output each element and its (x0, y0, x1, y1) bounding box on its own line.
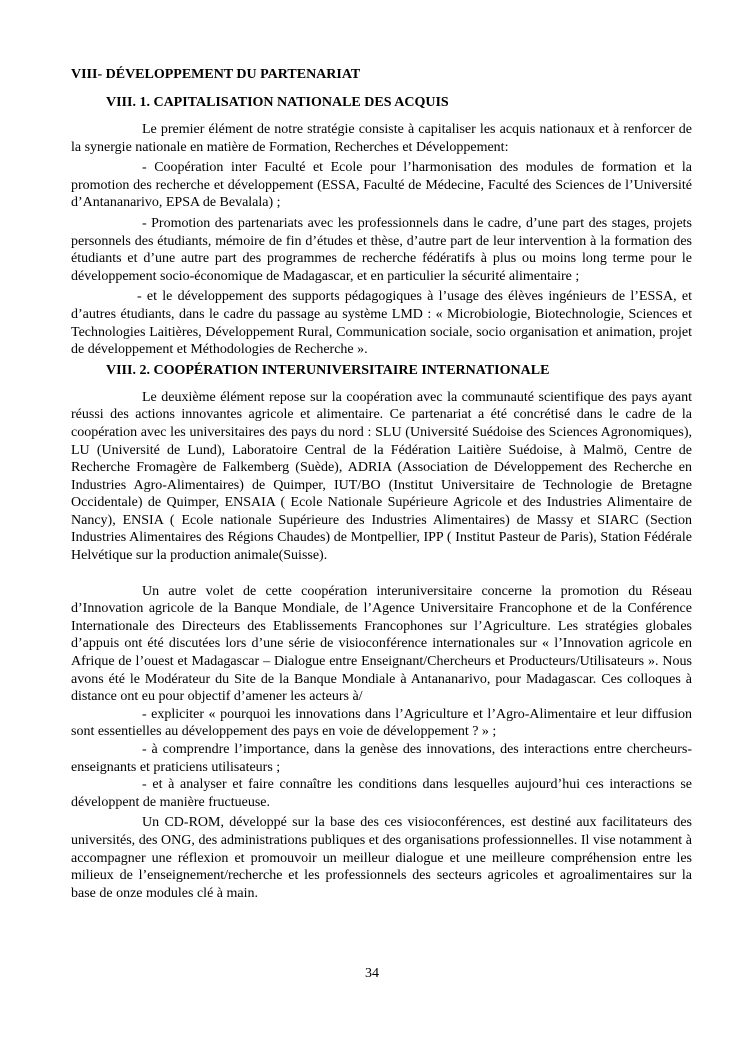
list-item: - expliciter « pourquoi les innovations dans l’Agriculture et l’Agro-Alimentaire et leur diffusion sont essentielles au développement des pays en voie de développement ? » ; (71, 706, 692, 740)
list-item: - Promotion des partenariats avec les professionnels dans le cadre, d’une part des stages, projets personnels des étudiants, mémoire de fin d’études et thèse, d’autre part de leur intervention à la formation des étudiants et d’une autre part des programmes de recherche fédératifs à plus ou moins long terme pour le développement socio-économique de Madagascar, et en particulier la sécurité alimentaire ; (71, 215, 692, 284)
section-heading: VIII- DÉVELOPPEMENT DU PARTENARIAT (71, 67, 361, 82)
list-item: - et le développement des supports pédagogiques à l’usage des élèves ingénieurs de l’ESSA, et d’autres étudiants, dans le cadre du passage au système LMD : « Microbiologie, Biotechnologie, Sciences et Technologies Laitières, Développement Rural, Communication sociale, socio organisation et animation, projet de développement et Méthodologies de Recherche ». (71, 289, 692, 358)
list-item: - Coopération inter Faculté et Ecole pour l’harmonisation des modules de formation et la promotion des recherche et développement (ESSA, Faculté de Médecine, Faculté des Sciences de l’Université d’Antananarivo, EPSA de Bevalala) ; (71, 160, 692, 211)
paragraph: Un autre volet de cette coopération interuniversitaire concerne la promotion du Réseau d’Innovation agricole de la Banque Mondiale, de l’Agence Universitaire Francophone et de la Conférence Internationale des Directeurs des Etablissements Francophones sur l’Agriculture. Les stratégies globales d’appuis ont été discutées lors d’une série de visioconférence internationales sur « l’Innovation agricole en Afrique de l’ouest et Madagascar – Dialogue entre Enseignant/Chercheurs et Producteurs/Utilisateurs ». Nous avons été le Modérateur du Site de la Banque Mondiale à Antananarivo, pour Madagascar. Ces colloques à distance ont eu pour objectif d’amener les acteurs à/ (71, 583, 692, 705)
subsection-heading-1: VIII. 1. CAPITALISATION NATIONALE DES ACQUIS (106, 95, 449, 110)
paragraph: Le premier élément de notre stratégie consiste à capitaliser les acquis nationaux et à renforcer de la synergie nationale en matière de Formation, Recherches et Développement: (71, 122, 692, 155)
page-number: 34 (365, 966, 379, 981)
list-item: - à comprendre l’importance, dans la genèse des innovations, des interactions entre chercheurs-enseignants et praticiens utilisateurs ; (71, 742, 692, 775)
paragraph: Un CD-ROM, développé sur la base des ces visioconférences, est destiné aux facilitateurs des universités, des ONG, des administrations publiques et des organisations professionnelles. Il vise notamment à accompagner une réflexion et promouvoir un meilleur dialogue et une meilleure compréhension entre les milieux de l’enseignement/recherche et les professionnels des secteurs agricoles et agroalimentaires sur la base de onze modules clé à main. (71, 815, 692, 901)
paragraph: Le deuxième élément repose sur la coopération avec la communauté scientifique des pays ayant réussi des actions innovantes agricole et alimentaire. Ce partenariat a été concrétisé dans le cadre de la coopération avec les universitaires des pays du nord : SLU (Université Suédoise des Sciences Agronomiques), LU (Université de Lund), Laboratoire Central de la Fédération Laitière Suédoise, à Malmö, Centre de Recherche Fromagère de Falkemberg (Suède), ADRIA (Association de Développement des Recherche en Industries Agro-Alimentaires) de Quimper, IUT/BO (Institut Universitaire de Technologie de Bretagne Occidentale) de Quimper, ENSAIA ( Ecole Nationale Supérieure Agricole et des Industries Alimentaire de Nancy), ENSIA ( Ecole nationale Supérieure des Industries Alimentaires) de Massy et SIARC (Section Industries Alimentaires des Régions Chaudes) de Montpellier, IPP ( Institut Pasteur de Paris), Station Fédérale Helvétique sur la production animale(Suisse). (71, 389, 692, 564)
subsection-heading-2: VIII. 2. COOPÉRATION INTERUNIVERSITAIRE INTERNATIONALE (106, 362, 550, 378)
document-page (71, 66, 692, 905)
list-item: - et à analyser et faire connaître les conditions dans lesquelles aujourd’hui ces interactions se développent de manière fructueuse. (71, 777, 692, 810)
